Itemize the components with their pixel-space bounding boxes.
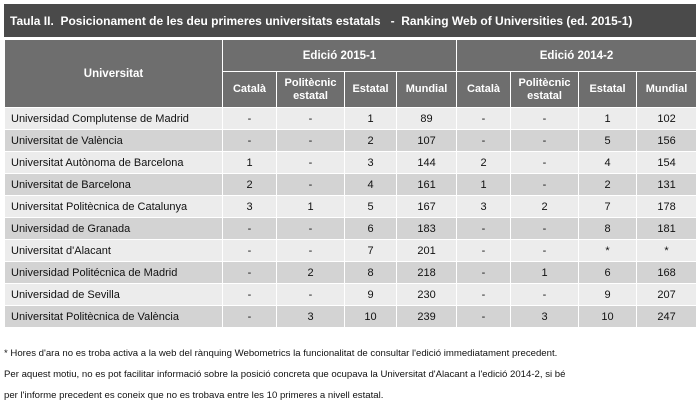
table-row	[5, 174, 697, 196]
cell: 5	[579, 130, 637, 152]
university-name: Universidad Politécnica de Madrid	[5, 262, 223, 284]
cell: -	[223, 108, 277, 130]
cell: -	[511, 108, 579, 130]
cell: 102	[637, 108, 697, 130]
cell: 2	[579, 174, 637, 196]
cell: 107	[397, 130, 457, 152]
cell: 178	[637, 196, 697, 218]
university-name: Universitat Politècnica de Catalunya	[5, 196, 223, 218]
cell: -	[457, 306, 511, 328]
cell: -	[511, 240, 579, 262]
cell: -	[277, 218, 345, 240]
cell: 3	[345, 152, 397, 174]
cell: 183	[397, 218, 457, 240]
cell: -	[223, 130, 277, 152]
cell: -	[511, 152, 579, 174]
cell: -	[511, 218, 579, 240]
cell: 1	[223, 152, 277, 174]
university-name: Universitat Autònoma de Barcelona	[5, 152, 223, 174]
university-name: Universidad de Granada	[5, 218, 223, 240]
cell: -	[457, 130, 511, 152]
cell: 131	[637, 174, 697, 196]
cell: 6	[579, 262, 637, 284]
col-catala: Català	[223, 72, 277, 108]
cell: -	[223, 218, 277, 240]
ranking-table	[4, 39, 697, 328]
cell: 4	[345, 174, 397, 196]
cell: -	[277, 108, 345, 130]
cell: 2	[277, 262, 345, 284]
cell: 161	[397, 174, 457, 196]
header-universitat: Universitat	[5, 40, 223, 108]
cell: 230	[397, 284, 457, 306]
cell: 247	[637, 306, 697, 328]
table-row	[5, 306, 697, 328]
cell: 1	[457, 174, 511, 196]
university-name: Universitat d'Alacant	[5, 240, 223, 262]
cell: *	[579, 240, 637, 262]
cell: 8	[345, 262, 397, 284]
cell: 168	[637, 262, 697, 284]
cell: -	[277, 174, 345, 196]
cell: 7	[579, 196, 637, 218]
table-row	[5, 152, 697, 174]
cell: 3	[223, 196, 277, 218]
cell: 9	[579, 284, 637, 306]
table-title: Taula II. Posicionament de les deu primeres universitats estatals - Ranking Web of Universities (ed. 2015-1)	[4, 4, 696, 37]
cell: 6	[345, 218, 397, 240]
cell: 8	[579, 218, 637, 240]
cell: 218	[397, 262, 457, 284]
footnote-line: Per aquest motiu, no es pot facilitar informació sobre la posició concreta que ocupava la Universitat d'Alacant a l'edició 2014-2, si bé	[4, 369, 566, 380]
table-row	[5, 240, 697, 262]
cell: 167	[397, 196, 457, 218]
university-name: Universitat Politècnica de València	[5, 306, 223, 328]
col-estatal: Estatal	[579, 72, 637, 108]
cell: 1	[511, 262, 579, 284]
cell: -	[457, 218, 511, 240]
cell: 156	[637, 130, 697, 152]
table-row	[5, 284, 697, 306]
cell: 239	[397, 306, 457, 328]
table-row	[5, 262, 697, 284]
cell: 3	[511, 306, 579, 328]
cell: 89	[397, 108, 457, 130]
cell: 2	[223, 174, 277, 196]
cell: 3	[457, 196, 511, 218]
cell: -	[277, 240, 345, 262]
cell: -	[223, 284, 277, 306]
cell: -	[223, 306, 277, 328]
table-row	[5, 108, 697, 130]
footnote	[4, 343, 696, 406]
university-name: Universidad de Sevilla	[5, 284, 223, 306]
cell: 4	[579, 152, 637, 174]
col-mundial: Mundial	[637, 72, 697, 108]
cell: -	[457, 108, 511, 130]
cell: 201	[397, 240, 457, 262]
cell: 5	[345, 196, 397, 218]
cell: -	[277, 152, 345, 174]
cell: 9	[345, 284, 397, 306]
table-row	[5, 130, 697, 152]
cell: 2	[457, 152, 511, 174]
cell: -	[277, 284, 345, 306]
cell: -	[511, 130, 579, 152]
header-edition-2015-1: Edició 2015-1	[223, 40, 457, 72]
footnote-line: * Hores d'ara no es troba activa a la web del rànquing Webometrics la funcionalitat de consultar l'edició immediatament precedent.	[4, 348, 558, 359]
cell: 154	[637, 152, 697, 174]
university-name: Universitat de València	[5, 130, 223, 152]
footnote-line: per l'informe precedent es coneix que no es trobava entre les 10 primeres a nivell estatal.	[4, 390, 384, 401]
cell: -	[511, 174, 579, 196]
col-politecnic-estatal: Politècnic estatal	[277, 72, 345, 108]
col-politecnic-estatal: Politècnic estatal	[511, 72, 579, 108]
cell: *	[637, 240, 697, 262]
cell: 2	[511, 196, 579, 218]
cell: 1	[277, 196, 345, 218]
cell: -	[277, 130, 345, 152]
cell: -	[457, 240, 511, 262]
cell: -	[457, 262, 511, 284]
cell: 1	[345, 108, 397, 130]
col-estatal: Estatal	[345, 72, 397, 108]
cell: -	[511, 284, 579, 306]
cell: 207	[637, 284, 697, 306]
cell: 10	[345, 306, 397, 328]
university-name: Universidad Complutense de Madrid	[5, 108, 223, 130]
table-row	[5, 218, 697, 240]
cell: -	[223, 240, 277, 262]
col-catala: Català	[457, 72, 511, 108]
cell: 10	[579, 306, 637, 328]
col-mundial: Mundial	[397, 72, 457, 108]
university-name: Universitat de Barcelona	[5, 174, 223, 196]
header-edition-2014-2: Edició 2014-2	[457, 40, 697, 72]
cell: 7	[345, 240, 397, 262]
cell: 3	[277, 306, 345, 328]
cell: 1	[579, 108, 637, 130]
cell: 181	[637, 218, 697, 240]
cell: 144	[397, 152, 457, 174]
cell: 2	[345, 130, 397, 152]
table-row	[5, 196, 697, 218]
cell: -	[457, 284, 511, 306]
cell: -	[223, 262, 277, 284]
